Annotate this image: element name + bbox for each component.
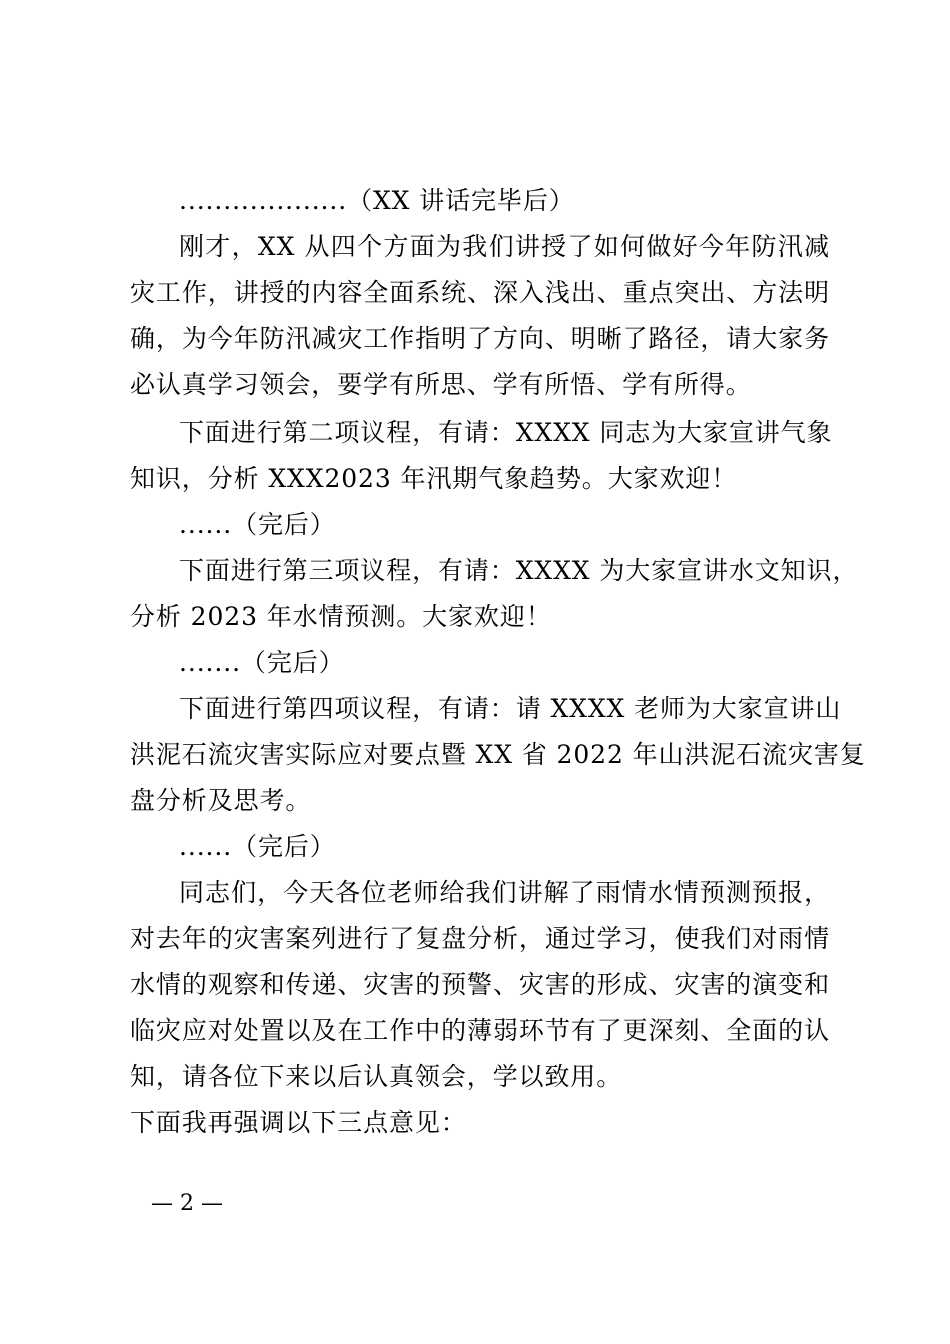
text-line: 下面进行第二项议程，有请：XXXX 同志为大家宣讲气象 <box>179 418 833 447</box>
text-line: 下面进行第三项议程，有请：XXXX 为大家宣讲水文知识， <box>179 556 859 585</box>
text-line: 盘分析及思考。 <box>130 786 312 815</box>
text-line: .......（完后） <box>179 648 345 677</box>
text-line: ......（完后） <box>179 832 336 861</box>
text-line: 水情的观察和传递、灾害的预警、灾害的形成、灾害的演变和 <box>130 970 830 999</box>
text-line: 知识，分析 XXX2023 年汛期气象趋势。大家欢迎！ <box>130 464 738 493</box>
text-line: ......（完后） <box>179 510 336 539</box>
text-line: 临灾应对处置以及在工作中的薄弱环节有了更深刻、全面的认 <box>130 1016 830 1045</box>
text-line: 分析 2023 年水情预测。大家欢迎！ <box>130 602 552 631</box>
text-line: ...................（XX 讲话完毕后） <box>179 186 575 215</box>
text-line: 知，请各位下来以后认真领会，学以致用。 <box>130 1062 623 1091</box>
text-line: 灾工作，讲授的内容全面系统、深入浅出、重点突出、方法明 <box>130 278 830 307</box>
text-line: 下面进行第四项议程，有请：请 XXXX 老师为大家宣讲山 <box>179 694 842 723</box>
text-line: 洪泥石流灾害实际应对要点暨 XX 省 2022 年山洪泥石流灾害复 <box>130 740 866 769</box>
text-line: 必认真学习领会，要学有所思、学有所悟、学有所得。 <box>130 370 752 399</box>
text-line: 刚才，XX 从四个方面为我们讲授了如何做好今年防汛减 <box>179 232 830 261</box>
text-line: 对去年的灾害案列进行了复盘分析，通过学习，使我们对雨情 <box>130 924 830 953</box>
page-number: — 2 — <box>151 1191 223 1216</box>
text-line: 下面我再强调以下三点意见： <box>130 1108 467 1137</box>
text-line: 确，为今年防汛减灾工作指明了方向、明晰了路径，请大家务 <box>130 324 830 353</box>
text-line: 同志们，今天各位老师给我们讲解了雨情水情预测预报， <box>179 878 830 907</box>
